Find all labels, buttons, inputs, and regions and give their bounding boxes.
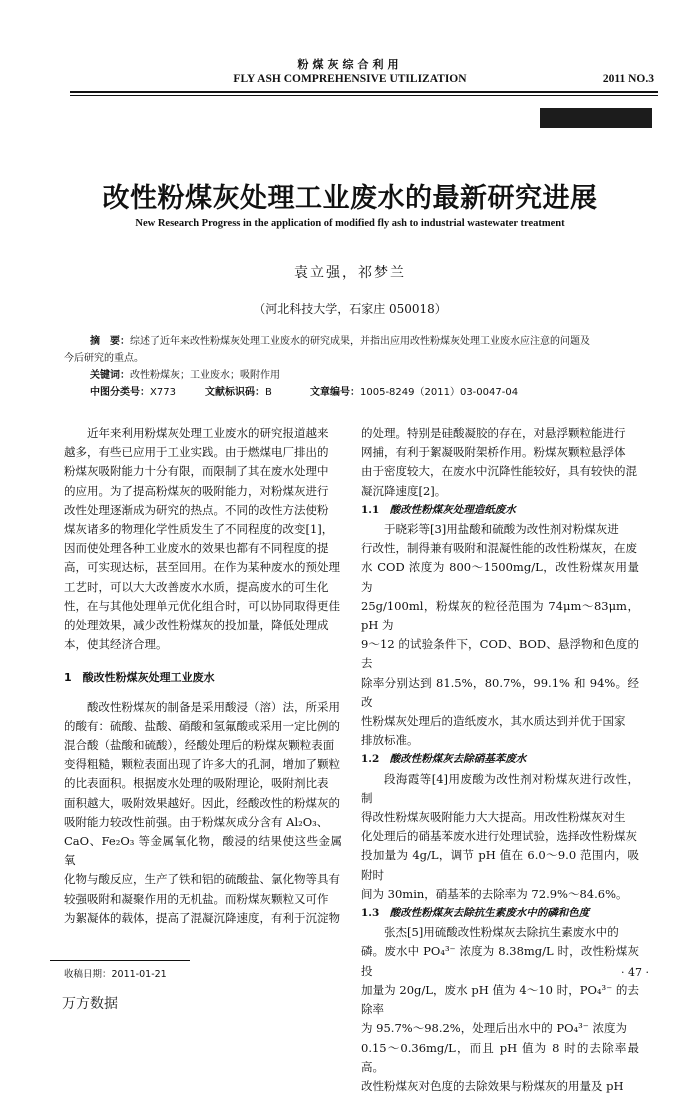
s12-line: 化处理后的硝基苯废水进行处理试验，选择改性粉煤灰 [361, 829, 637, 844]
left-column [64, 424, 342, 928]
affiliation: （河北科技大学，石家庄 050018） [253, 302, 447, 316]
authors: 袁立强，祁梦兰 [294, 265, 406, 281]
s13-line: 加量为 20g/L，废水 pH 值为 4～10 时，PO₄³⁻ 的去除率 [361, 982, 639, 1017]
intro-line: 粉煤灰吸附能力十分有限，而限制了其在废水处理中 [64, 464, 329, 479]
sec1-line: 化物与酸反应，生产了铁和铝的硫酸盐、氯化物等具有 [64, 872, 340, 887]
abstract-text-1: 综述了近年来改性粉煤灰处理工业废水的研究成果，并指出应用改性粉煤灰处理工业废水应注意的问题及 [130, 336, 590, 347]
s12-line: 得改性粉煤灰吸附能力大大提高。用改性粉煤灰对生 [361, 810, 626, 825]
issue-label: 2011 NO.3 [602, 73, 654, 85]
subsection-title: 酸改性粉煤灰去除硝基苯废水 [389, 753, 527, 766]
s11-line: 25g/100ml，粉煤灰的粒径范围为 74μm～83μm，pH 为 [361, 598, 639, 633]
abstract [90, 333, 670, 350]
intro-line: 工艺时，可以大大改善废水水质，提高废水的可生化 [64, 579, 329, 594]
sec1-line: 变得粗糙，颗粒表面出现了许多大的孔洞，增加了颗粒 [64, 757, 340, 772]
footnote-rule [50, 960, 190, 961]
s11-line: 排放标准。 [361, 733, 419, 748]
s11-line: 除率分别达到 81.5%，80.7%，99.1% 和 94%。经改 [361, 675, 639, 709]
intro-line: 越多，有些已应用于工业实践。由于燃煤电厂排出的 [64, 445, 329, 460]
clc-value: X773 [150, 387, 176, 398]
s13-line: 磷。废水中 PO₄³⁻ 浓度为 8.38mg/L 时，改性粉煤灰投 [361, 944, 639, 978]
subsection-number: 1.2 [361, 753, 380, 766]
header-rule [70, 91, 658, 93]
abstract-text-2: 今后研究的重点。 [64, 353, 144, 364]
clc-label: 中图分类号： [90, 387, 150, 398]
cont-line: 由于密度较大，在废水中沉降性能较好，具有较快的混 [361, 464, 637, 479]
sec1-line: 酸改性粉煤灰的制备是采用酸浸（溶）法，所采用 [87, 699, 340, 714]
sec1-line: 面积越大，吸附效果越好。因此，经酸改性的粉煤灰的 [64, 795, 340, 810]
s13-line: 为 95.7%～98.2%，处理后出水中的 PO₄³⁻ 浓度为 [361, 1021, 627, 1036]
sec1-line: 较强吸附和凝聚作用的无机盐。而粉煤灰颗粒又可作 [64, 891, 329, 906]
article-number [310, 384, 518, 401]
doc-label: 文献标识码： [205, 387, 265, 398]
paper-title: 改性粉煤灰处理工业废水的最新研究进展 [102, 183, 598, 214]
subsection-number: 1.3 [361, 907, 380, 920]
s13-line: 张杰[5]用硫酸改性粉煤灰去除抗生素废水中的 [384, 925, 619, 940]
cont-line: 网捕，有利于絮凝吸附架桥作用。粉煤灰颗粒悬浮体 [361, 445, 626, 460]
s12-line: 间为 30min，硝基苯的去除率为 72.9%～84.6%。 [361, 886, 628, 901]
s13-line: 改性粉煤灰对色度的去除效果与粉煤灰的用量及 pH [361, 1078, 624, 1093]
doc-code [205, 384, 272, 401]
section-1-heading: 1 酸改性粉煤灰处理工业废水 [64, 671, 215, 685]
header-rule-thin [70, 95, 658, 96]
doc-value: B [265, 387, 272, 398]
sec1-line: 混合酸（盐酸和硫酸），经酸处理后的粉煤灰颗粒表面 [64, 738, 335, 753]
intro-line: 本，使其经济合理。 [64, 637, 168, 652]
watermark: 万方数据 [62, 996, 118, 1012]
intro-line: 近年来利用粉煤灰处理工业废水的研究报道越来 [87, 426, 329, 440]
intro-line: 煤灰诸多的物理化学性质发生了不同程度的改变[1]， [64, 522, 334, 537]
intro-line: 改性处理逐渐成为研究的热点。不同的改性方法使粉 [64, 502, 329, 517]
sec1-line: 的酸有：硫酸、盐酸、硝酸和氢氟酸或采用一定比例的 [64, 718, 340, 733]
cont-line: 凝沉降速度[2]。 [361, 483, 447, 498]
right-column [361, 424, 639, 1096]
s11-line: 水 COD 浓度为 800～1500mg/L，改性粉煤灰用量为 [361, 560, 639, 594]
sec1-line: 为絮凝体的载体，提高了混凝沉降速度，有利于沉淀物 [64, 910, 340, 925]
cont-line: 的处理。特别是硅酸凝胶的存在，对悬浮颗粒能进行 [361, 426, 626, 440]
sec1-line: 的比表面积。根据废水处理的吸附理论，吸附剂比表 [64, 776, 329, 791]
abstract-label: 摘 要： [90, 336, 130, 347]
subsection-title: 酸改性粉煤灰去除抗生素废水中的磷和色度 [389, 907, 590, 920]
journal-name-en: FLY ASH COMPREHENSIVE UTILIZATION [233, 73, 467, 85]
subsection-1-2-heading [361, 750, 639, 769]
received-date: 收稿日期：2011-01-21 [64, 969, 167, 980]
sec1-line: 吸附能力较改性前强。由于粉煤灰成分含有 Al₂O₃、 [64, 814, 329, 829]
corner-graphic [540, 108, 652, 128]
subsection-1-1-heading [361, 501, 639, 520]
s11-line: 行改性，制得兼有吸附和混凝性能的改性粉煤灰，在废 [361, 541, 637, 556]
keywords-value: 改性粉煤灰；工业废水；吸附作用 [130, 370, 280, 381]
subsection-title: 酸改性粉煤灰处理造纸废水 [389, 503, 516, 516]
s11-line: 9～12 的试验条件下，COD、BOD、悬浮物和色度的去 [361, 637, 639, 671]
journal-name-cn: 粉煤灰综合利用 [297, 58, 403, 71]
s11-line: 性粉煤灰处理后的造纸废水，其水质达到并优于国家 [361, 714, 626, 729]
s12-line: 投加量为 4g/L，调节 pH 值在 6.0～9.0 范围内，吸附时 [361, 848, 639, 882]
article-label: 文章编号： [310, 387, 360, 398]
intro-line: 的处理效果，减少改性粉煤灰的投加量，降低处理成 [64, 618, 329, 633]
s13-line: 0.15～0.36mg/L，而且 pH 值为 8 时的去除率最高。 [361, 1040, 639, 1074]
clc-number [90, 384, 176, 401]
paper-subtitle: New Research Progress in the application of modified fly ash to industrial wastewater treatment [135, 218, 565, 229]
intro-line: 性，在与其他处理单元优化组合时，可以协同取得更佳 [64, 598, 340, 613]
intro-line: 因而使处理各种工业废水的效果也都有不同程度的提 [64, 541, 329, 556]
intro-line: 高，可实现达标，甚至回用。在作为某种废水的预处理 [64, 560, 340, 575]
intro-line: 的应用。为了提高粉煤灰的吸附能力，对粉煤灰进行 [64, 483, 329, 498]
s12-line: 段海霞等[4]用废酸为改性剂对粉煤灰进行改性，制 [361, 771, 639, 805]
keywords-label: 关键词： [90, 370, 130, 381]
s11-line: 于晓彩等[3]用盐酸和硫酸为改性剂对粉煤灰进 [384, 522, 619, 537]
subsection-1-3-heading [361, 904, 639, 923]
article-value: 1005-8249（2011）03-0047-04 [360, 387, 519, 398]
page-number: · 47 · [621, 966, 649, 979]
subsection-number: 1.1 [361, 503, 380, 516]
sec1-line: CaO、Fe₂O₃ 等金属氧化物，酸浸的结果使这些金属氧 [64, 834, 342, 868]
keywords [90, 367, 280, 384]
